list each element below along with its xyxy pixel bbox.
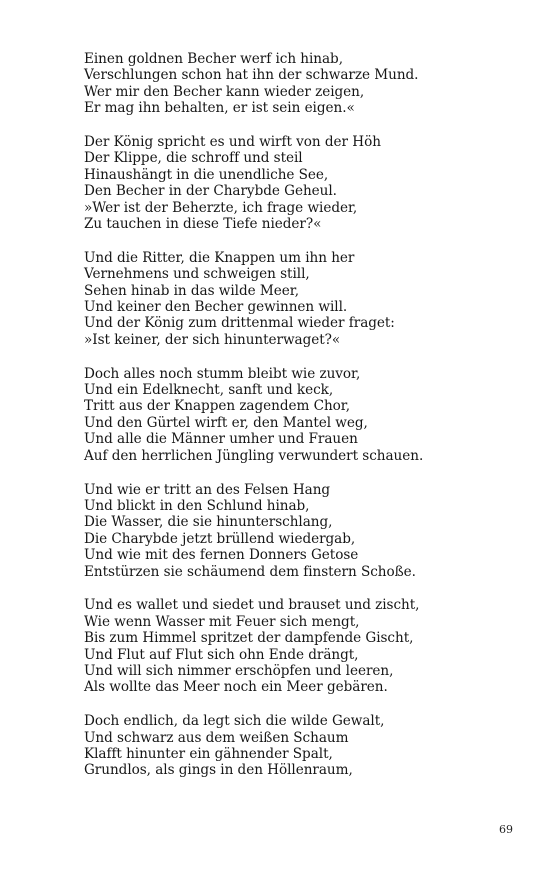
verse-line: Grundlos, als gings in den Höllenraum,	[84, 762, 353, 779]
verse-line: »Wer ist der Beherzte, ich frage wieder,	[84, 199, 358, 216]
verse-line: Der König spricht es und wirft von der Höh	[84, 134, 381, 151]
verse-line: Klafft hinunter ein gähnender Spalt,	[84, 745, 333, 762]
verse-line: Sehen hinab in das wilde Meer,	[84, 282, 299, 299]
verse-line: Und ein Edelknecht, sanft und keck,	[84, 382, 334, 399]
verse-line: Auf den herrlichen Jüngling verwundert schauen.	[84, 447, 424, 464]
verse-line: Tritt aus der Knappen zagendem Chor,	[84, 398, 351, 415]
verse-line: Hinaushängt in die unendliche See,	[84, 166, 329, 183]
verse-line: Verschlungen schon hat ihn der schwarze Mund.	[84, 67, 419, 84]
page-number: 69	[499, 823, 513, 836]
verse-line: Und den Gürtel wirft er, den Mantel weg,	[84, 414, 368, 431]
verse-line: Und es wallet und siedet und brauset und zischt,	[84, 597, 420, 614]
verse-line: Und alle die Männer umher und Frauen	[84, 431, 358, 448]
verse-line: Und keiner den Becher gewinnen will.	[84, 299, 348, 316]
verse-line: Zu tauchen in diese Tiefe nieder?«	[84, 216, 322, 233]
verse-line: Wie wenn Wasser mit Feuer sich mengt,	[84, 613, 360, 630]
stanza	[84, 713, 524, 779]
verse-line: Vernehmens und schweigen still,	[84, 266, 310, 283]
stanza	[84, 482, 524, 580]
verse-line: Wer mir den Becher kann wieder zeigen,	[84, 83, 365, 100]
poem-text	[84, 51, 524, 796]
verse-line: Einen goldnen Becher werf ich hinab,	[84, 51, 343, 67]
verse-line: Und die Ritter, die Knappen um ihn her	[84, 249, 355, 266]
verse-line: Als wollte das Meer noch ein Meer gebären.	[84, 679, 388, 696]
verse-line: Und will sich nimmer erschöpfen und leeren,	[84, 662, 394, 679]
verse-line: Entstürzen sie schäumend dem finstern Schoße.	[84, 563, 416, 580]
verse-line: Und blickt in den Schlund hinab,	[84, 497, 310, 514]
verse-line: Und Flut auf Flut sich ohn Ende drängt,	[84, 646, 359, 663]
verse-line: Bis zum Himmel spritzet der dampfende Gischt,	[84, 630, 414, 647]
verse-line: Und wie er tritt an des Felsen Hang	[84, 481, 331, 498]
verse-line: Und der König zum drittenmal wieder fraget:	[84, 315, 395, 332]
stanza	[84, 366, 524, 464]
verse-line: Die Wasser, die sie hinunterschlang,	[84, 514, 333, 531]
verse-line: Der Klippe, die schroff und steil	[84, 150, 303, 167]
stanza	[84, 250, 524, 348]
stanza	[84, 51, 524, 117]
stanza	[84, 597, 524, 695]
verse-line: Den Becher in der Charybde Geheul.	[84, 183, 337, 200]
verse-line: Die Charybde jetzt brüllend wiedergab,	[84, 530, 356, 547]
verse-line: Und wie mit des fernen Donners Getose	[84, 547, 359, 564]
verse-line: Und schwarz aus dem weißen Schaum	[84, 729, 349, 746]
verse-line: »Ist keiner, der sich hinunterwaget?«	[84, 331, 341, 348]
verse-line: Doch alles noch stumm bleibt wie zuvor,	[84, 365, 361, 382]
verse-line: Er mag ihn behalten, er ist sein eigen.«	[84, 100, 355, 117]
verse-line: Doch endlich, da legt sich die wilde Gewalt,	[84, 713, 385, 730]
stanza	[84, 134, 524, 232]
